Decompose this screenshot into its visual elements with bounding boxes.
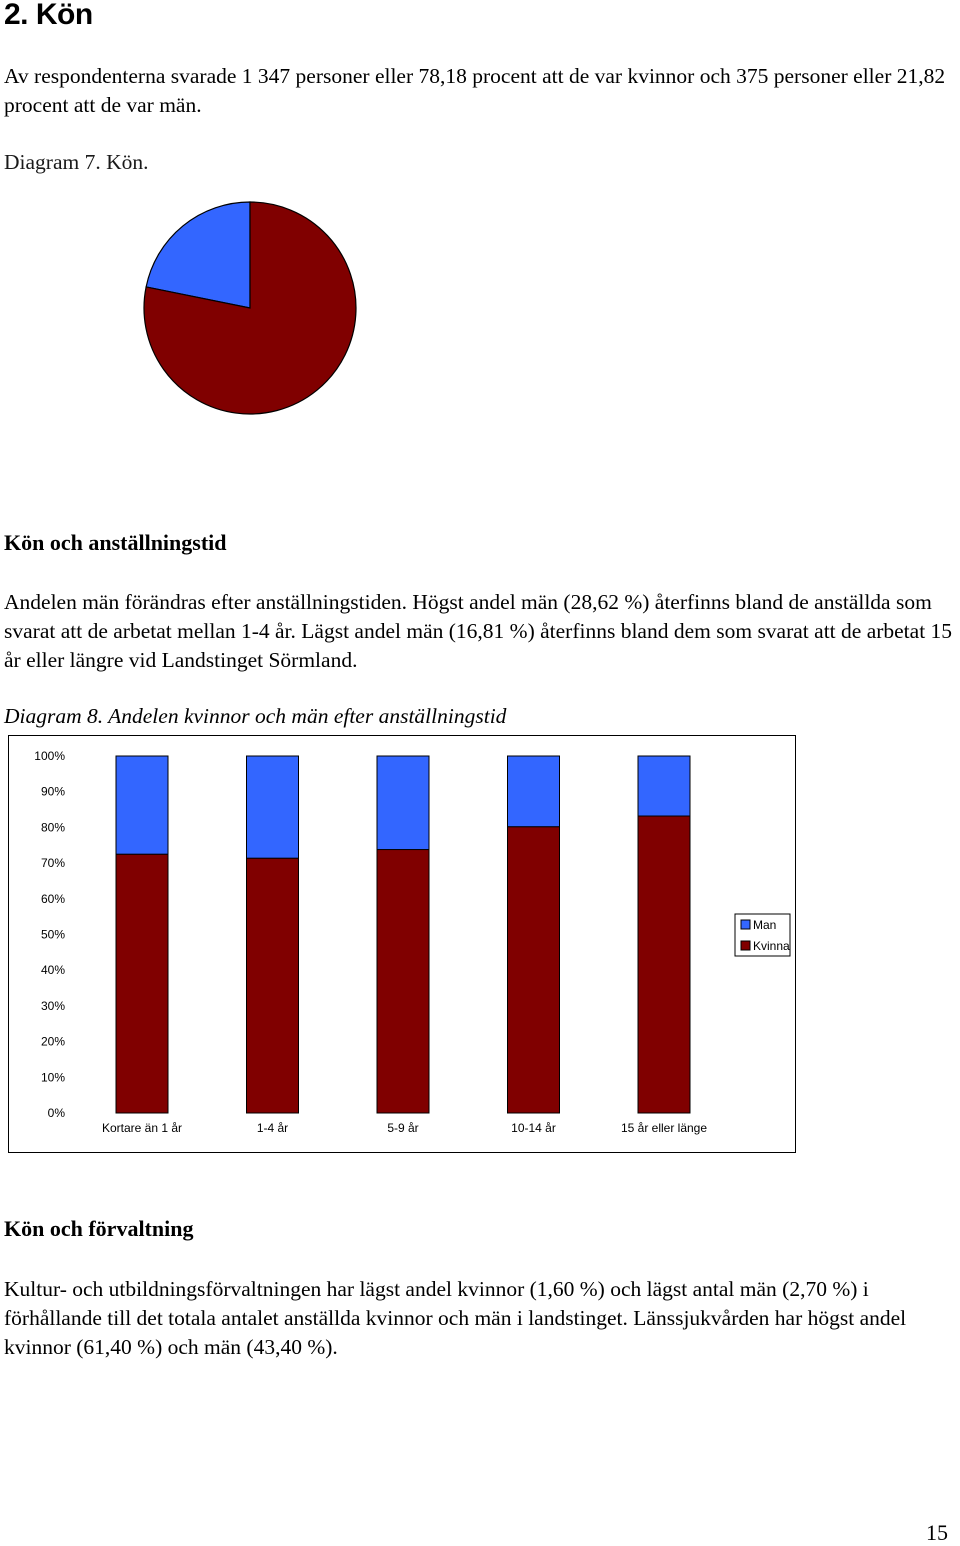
- bar-man: [508, 756, 560, 827]
- bar-man: [247, 756, 299, 858]
- legend-label-man: Man: [753, 918, 777, 932]
- bar-man: [116, 756, 168, 854]
- bar-kvinna: [116, 854, 168, 1113]
- bar-man: [377, 756, 429, 850]
- x-tick-label: 15 år eller länge: [620, 1121, 708, 1135]
- page-number: 15: [926, 1520, 948, 1545]
- pie-chart: [0, 0, 400, 430]
- y-tick-label: 30%: [40, 998, 65, 1013]
- bar-kvinna: [638, 816, 690, 1113]
- diagram8-caption: Diagram 8. Andelen kvinnor och män efter anställningstid: [4, 704, 507, 728]
- bar-chart-frame: [8, 735, 796, 1153]
- y-tick-label: 0%: [47, 1106, 65, 1120]
- diagram7-caption: Diagram 7. Kön.: [4, 150, 149, 174]
- y-tick-label: 20%: [40, 1034, 65, 1049]
- y-tick-label: 40%: [40, 963, 65, 978]
- y-tick-label: 70%: [40, 856, 65, 871]
- y-tick-label: 80%: [40, 820, 65, 835]
- legend-swatch-kvinna: [741, 941, 750, 950]
- section1-paragraph: Andelen män förändras efter anställningstiden. Högst andel män (28,62 %) återfinns bland de anställda som svarat att de arbetat mellan 1-4 år. Lägst andel män (16,81 %) återfinns bland dem som svarat att de arbetat 15 år eller längre vid Landstinget Sörmland.: [4, 590, 953, 672]
- x-tick-label: 1-4 år: [256, 1121, 289, 1135]
- intro-paragraph: Av respondenterna svarade 1 347 personer eller 78,18 procent att de var kvinnor och 375 personer eller 21,82 procent att de var män.: [4, 64, 946, 117]
- x-tick-label: 10-14 år: [511, 1121, 556, 1135]
- x-tick-label: Kortare än 1 år: [101, 1121, 183, 1135]
- section2-paragraph: Kultur- och utbildningsförvaltningen har lägst andel kvinnor (1,60 %) och lägst antal män (2,70 %) i förhållande till det totala antalet anställda kvinnor och män i landstinget. Länssjukvården har högst andel kvinnor (61,40 %) och män (43,40 %).: [4, 1277, 907, 1359]
- y-tick-label: 100%: [34, 749, 65, 763]
- bar-kvinna: [377, 850, 429, 1113]
- x-tick-label: 5-9 år: [387, 1121, 419, 1135]
- legend-swatch-man: [741, 920, 750, 929]
- bar-chart: [9, 736, 794, 1151]
- legend-label-kvinna: Kvinna: [753, 939, 790, 953]
- section1-title: Kön och anställningstid: [4, 530, 227, 555]
- bar-kvinna: [508, 827, 560, 1113]
- section2-title: Kön och förvaltning: [4, 1216, 194, 1241]
- page-heading: 2. Kön: [4, 0, 93, 31]
- y-tick-label: 60%: [40, 891, 65, 906]
- y-tick-label: 50%: [40, 927, 65, 942]
- bar-kvinna: [247, 858, 299, 1113]
- y-tick-label: 90%: [40, 784, 65, 799]
- y-tick-label: 10%: [40, 1070, 65, 1085]
- bar-man: [638, 756, 690, 816]
